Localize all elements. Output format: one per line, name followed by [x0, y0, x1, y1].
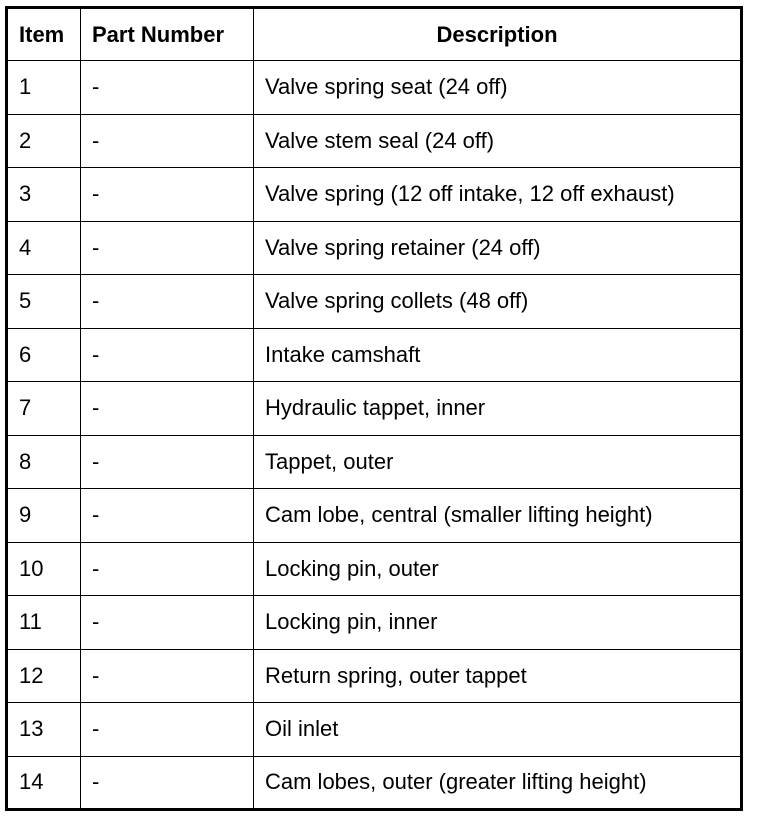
cell-description: Valve spring seat (24 off) [254, 61, 742, 115]
cell-item: 13 [7, 703, 81, 757]
cell-description: Cam lobes, outer (greater lifting height) [254, 756, 742, 810]
cell-item: 10 [7, 542, 81, 596]
cell-description: Valve spring retainer (24 off) [254, 221, 742, 275]
cell-part-number: - [81, 221, 254, 275]
cell-item: 2 [7, 114, 81, 168]
header-part-number: Part Number [81, 8, 254, 61]
cell-item: 8 [7, 435, 81, 489]
cell-description: Oil inlet [254, 703, 742, 757]
table-row [7, 649, 742, 703]
table-row [7, 221, 742, 275]
cell-part-number: - [81, 596, 254, 650]
cell-item: 6 [7, 328, 81, 382]
table-row [7, 382, 742, 436]
cell-description: Intake camshaft [254, 328, 742, 382]
table-row [7, 756, 742, 810]
parts-table [5, 6, 743, 811]
cell-part-number: - [81, 435, 254, 489]
cell-description: Cam lobe, central (smaller lifting height) [254, 489, 742, 543]
cell-item: 14 [7, 756, 81, 810]
cell-part-number: - [81, 382, 254, 436]
table-row [7, 168, 742, 222]
cell-part-number: - [81, 114, 254, 168]
table-header [7, 8, 742, 61]
cell-item: 9 [7, 489, 81, 543]
cell-description: Return spring, outer tappet [254, 649, 742, 703]
table-row [7, 61, 742, 115]
header-row [7, 8, 742, 61]
cell-part-number: - [81, 168, 254, 222]
cell-description: Hydraulic tappet, inner [254, 382, 742, 436]
cell-description: Locking pin, inner [254, 596, 742, 650]
cell-description: Valve stem seal (24 off) [254, 114, 742, 168]
table-row [7, 542, 742, 596]
table-row [7, 435, 742, 489]
table-row [7, 275, 742, 329]
cell-description: Locking pin, outer [254, 542, 742, 596]
cell-description: Valve spring (12 off intake, 12 off exhaust) [254, 168, 742, 222]
cell-part-number: - [81, 649, 254, 703]
cell-part-number: - [81, 703, 254, 757]
header-description: Description [254, 8, 742, 61]
cell-part-number: - [81, 542, 254, 596]
cell-part-number: - [81, 328, 254, 382]
header-item: Item [7, 8, 81, 61]
cell-part-number: - [81, 756, 254, 810]
cell-item: 11 [7, 596, 81, 650]
table-row [7, 489, 742, 543]
table-row [7, 596, 742, 650]
cell-part-number: - [81, 489, 254, 543]
cell-description: Tappet, outer [254, 435, 742, 489]
cell-part-number: - [81, 275, 254, 329]
table-body [7, 61, 742, 810]
cell-item: 7 [7, 382, 81, 436]
cell-item: 3 [7, 168, 81, 222]
table-row [7, 703, 742, 757]
cell-part-number: - [81, 61, 254, 115]
cell-item: 4 [7, 221, 81, 275]
table-row [7, 114, 742, 168]
cell-item: 12 [7, 649, 81, 703]
cell-item: 1 [7, 61, 81, 115]
cell-description: Valve spring collets (48 off) [254, 275, 742, 329]
cell-item: 5 [7, 275, 81, 329]
table-row [7, 328, 742, 382]
